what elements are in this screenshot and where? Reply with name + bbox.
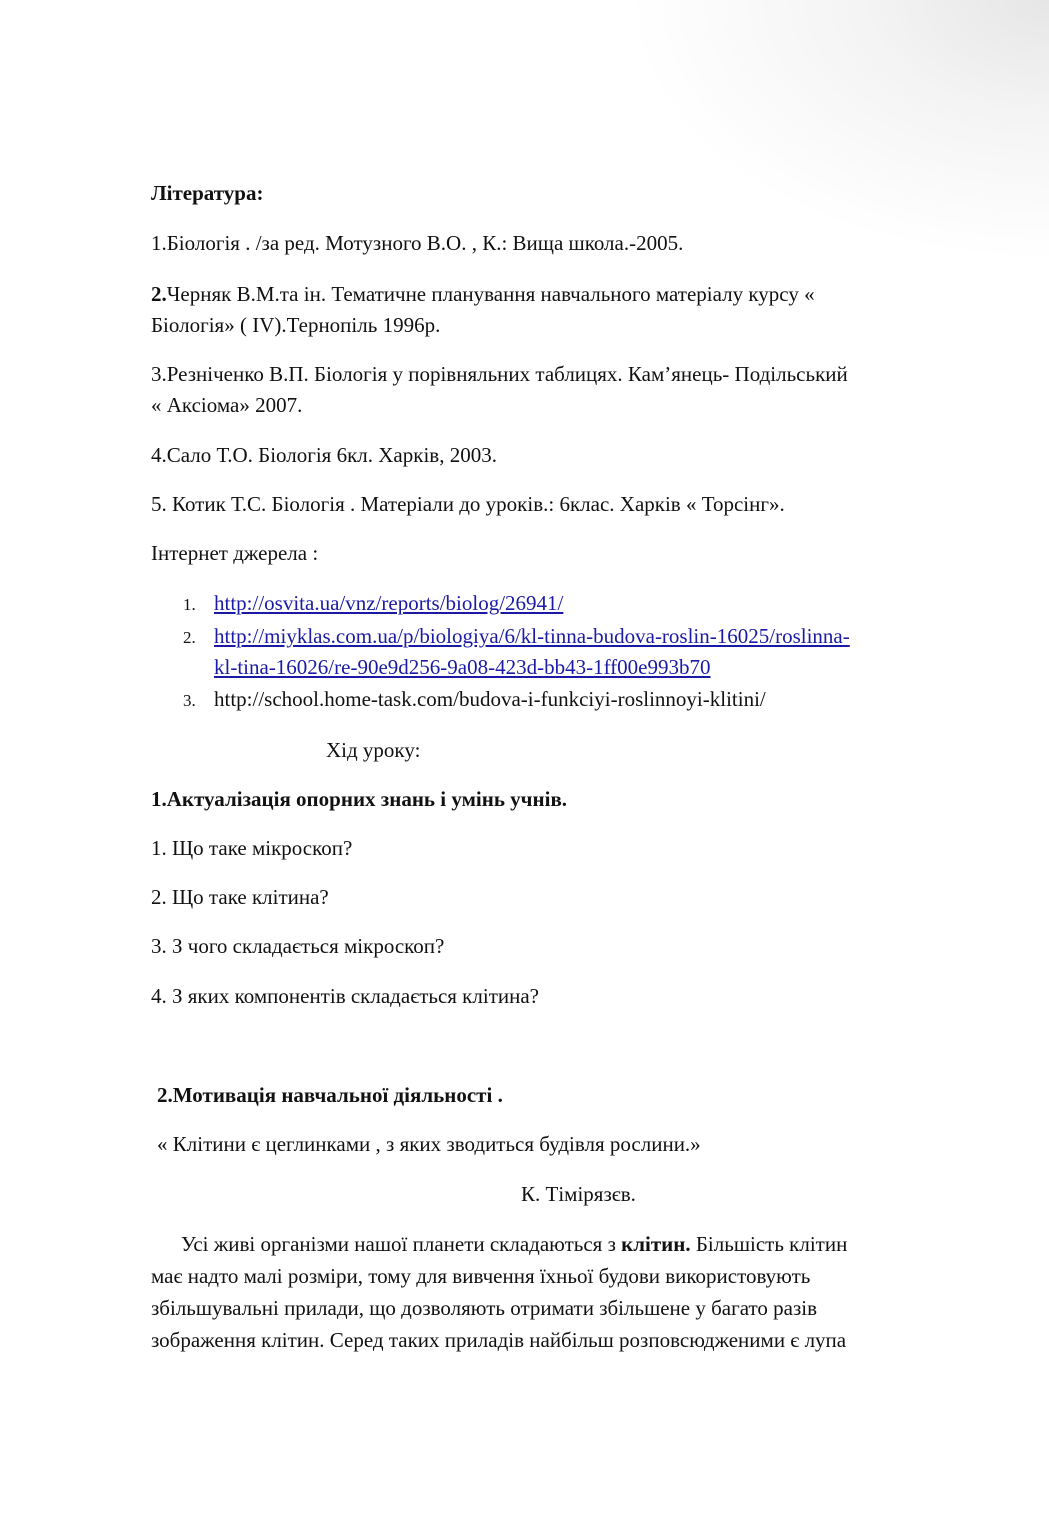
lesson-title: Хід уроку:	[326, 738, 421, 762]
link-3-text: http://school.home-task.com/budova-i-funkciyi-roslinnoyi-klitini/	[214, 687, 766, 711]
paragraph-line-1-end: Більшість клітин	[690, 1232, 848, 1256]
question-1: 1. Що таке мікроскоп?	[151, 836, 353, 860]
paragraph-line-1	[181, 1229, 847, 1259]
question-3: 3. З чого складається мікроскоп?	[151, 934, 445, 958]
literature-item-1: 1.Біологія . /за ред. Мотузного В.О. , К.: Вища школа.-2005.	[151, 231, 684, 255]
quote-author: К. Тімірязєв.	[521, 1182, 636, 1206]
link-3-number: 3.	[183, 691, 196, 710]
question-4: 4. З яких компонентів складається клітина?	[151, 984, 539, 1008]
paragraph-line-2: має надто малі розміри, тому для вивчення їхньої будови використовують	[151, 1264, 811, 1288]
link-2-line-2[interactable]: kl-tina-16026/re-90e9d256-9a08-423d-bb43-1ff00e993b70	[214, 655, 711, 679]
question-2: 2. Що таке клітина?	[151, 885, 329, 909]
literature-item-2-line-2: Біологія» ( IV).Тернопіль 1996р.	[151, 313, 441, 337]
quote: « Клітини є цеглинками , з яких зводиться будівля рослини.»	[157, 1132, 701, 1156]
link-2-number: 2.	[183, 628, 196, 647]
literature-item-4: 4.Сало Т.О. Біологія 6кл. Харків, 2003.	[151, 443, 497, 467]
literature-item-3-line-2: « Аксіома» 2007.	[151, 393, 303, 417]
link-1[interactable]: http://osvita.ua/vnz/reports/biolog/26941/	[214, 591, 564, 615]
link-1-number: 1.	[183, 595, 196, 614]
paragraph-line-1-start: Усі живі організми нашої планети складаються з	[181, 1232, 622, 1256]
literature-item-2-number: 2.	[151, 282, 167, 306]
literature-item-2-line-1	[151, 279, 815, 309]
paragraph-line-3: збільшувальні прилади, що дозволяють отримати збільшене у багато разів	[151, 1296, 818, 1320]
literature-heading: Література:	[151, 181, 264, 205]
paragraph-line-4: зображення клітин. Серед таких приладів найбільш розповсюдженими є лупа	[151, 1328, 847, 1352]
link-2-line-1[interactable]: http://miyklas.com.ua/p/biologiya/6/kl-tinna-budova-roslin-16025/roslinna-	[214, 624, 850, 648]
literature-item-2-text: Черняк В.М.та ін. Тематичне планування навчального матеріалу курсу «	[166, 282, 815, 306]
section-2-heading: 2.Мотивація навчальної діяльності .	[157, 1083, 503, 1107]
internet-sources-heading: Інтернет джерела :	[151, 541, 319, 565]
literature-item-3-line-1: 3.Резніченко В.П. Біологія у порівняльних таблицях. Кам’янець- Подільський	[151, 362, 848, 386]
section-1-heading: 1.Актуалізація опорних знань і умінь учнів.	[151, 787, 568, 811]
literature-item-5: 5. Котик Т.С. Біологія . Матеріали до уроків.: 6клас. Харків « Торсінг».	[151, 492, 785, 516]
paragraph-bold-term: клітин.	[621, 1232, 691, 1256]
